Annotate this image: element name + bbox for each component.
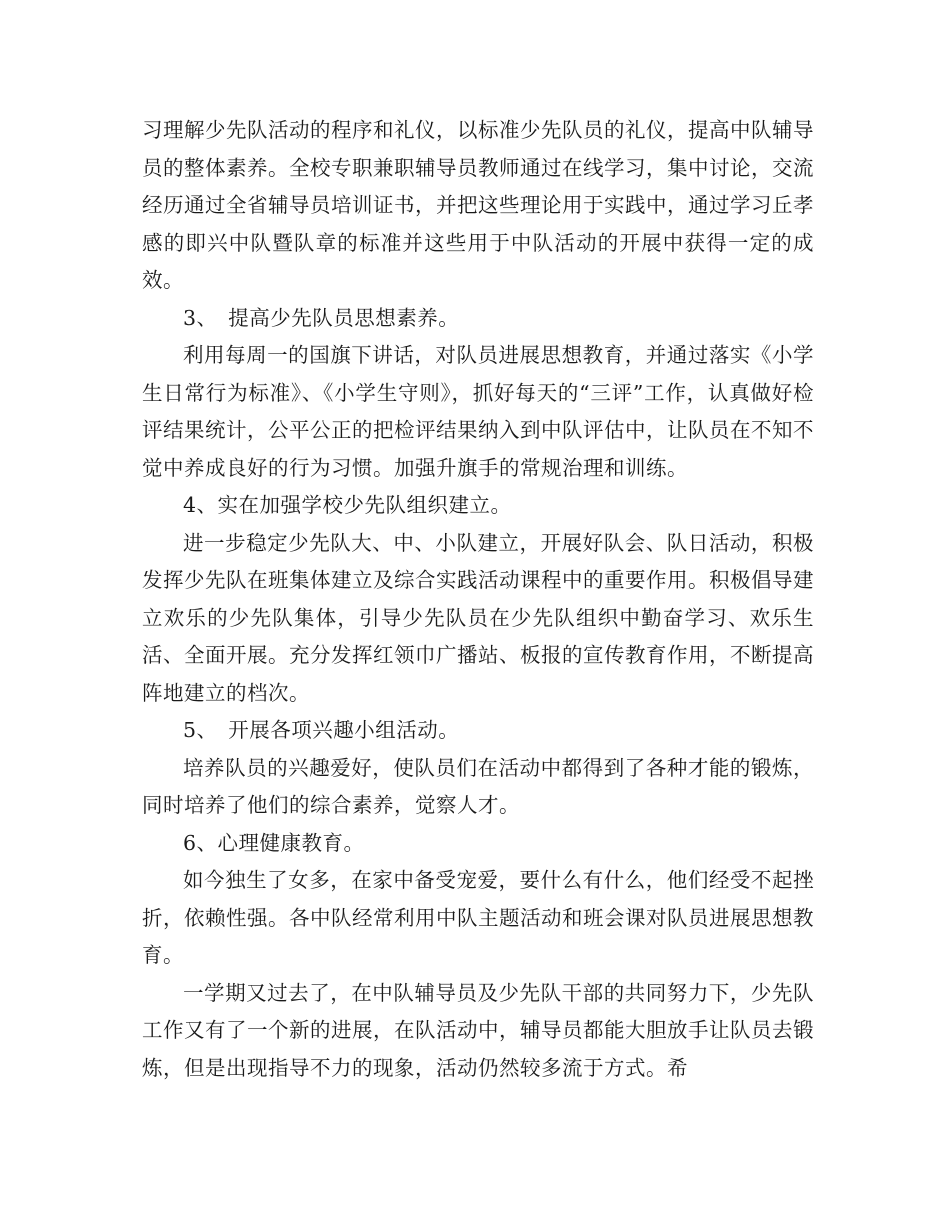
heading-item-3: 3、 提高少先队员思想素养。 xyxy=(183,305,460,330)
paragraph-item-5: 培养队员的兴趣爱好，使队员们在活动中都得到了各种才能的锻炼，同时培养了他们的综合素养，觉察人才。 xyxy=(142,755,814,817)
heading-item-5: 5、 开展各项兴趣小组活动。 xyxy=(183,718,460,742)
heading-item-6: 6、心理健康教育。 xyxy=(183,830,365,855)
paragraph-item-4: 进一步稳定少先队大、中、小队建立，开展好队会、队日活动，积极发挥少先队在班集体建立及综合实践活动课程中的重要作用。积极倡导建立欢乐的少先队集体，引导少先队员在少先队组织中勤奋学习、欢乐生活、全面开展。充分发挥红领巾广播站、板报的宣传教育作用，不断提高阵地建立的档次。 xyxy=(142,530,814,705)
paragraph-summary: 一学期又过去了，在中队辅导员及少先队干部的共同努力下，少先队工作又有了一个新的进展，在队活动中，辅导员都能大胆放手让队员去锻炼，但是出现指导不力的现象，活动仍然较多流于方式。希 xyxy=(142,980,814,1080)
paragraph-item-3: 利用每周一的国旗下讲话，对队员进展思想教育，并通过落实《小学生日常行为标准》、《小学生守则》，抓好每天的“三评”工作，认真做好检评结果统计，公平公正的把检评结果纳入到中队评估中，让队员在不知不觉中养成良好的行为习惯。加强升旗手的常规治理和训练。 xyxy=(142,343,814,480)
heading-item-4: 4、实在加强学校少先队组织建立。 xyxy=(183,493,512,517)
paragraph-item-6: 如今独生了女多，在家中备受宠爱，要什么有什么，他们经受不起挫折，依赖性强。各中队经常利用中队主题活动和班会课对队员进展思想教育。 xyxy=(142,868,814,967)
paragraph-continuation: 习理解少先队活动的程序和礼仪，以标准少先队员的礼仪，提高中队辅导员的整体素养。全校专职兼职辅导员教师通过在线学习，集中讨论，交流经历通过全省辅导员培训证书，并把这些理论用于实践中，通过学习丘孝感的即兴中队暨队章的标准并这些用于中队活动的开展中获得一定的成效。 xyxy=(142,118,814,292)
document-body xyxy=(142,112,814,1087)
